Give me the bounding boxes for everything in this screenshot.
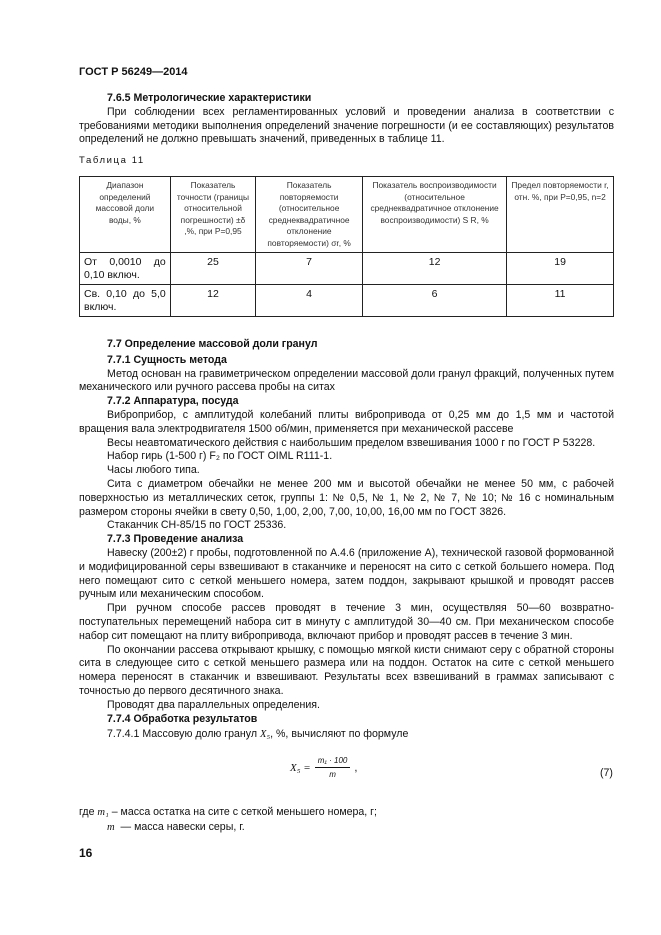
- table-cell: 6: [363, 285, 507, 317]
- paragraph: Стаканчик СН-85/15 по ГОСТ 25336.: [107, 519, 287, 532]
- table-cell: 7: [256, 253, 363, 285]
- section-heading: 7.7.3 Проведение анализа: [107, 533, 244, 546]
- fraction: [315, 756, 351, 779]
- definition: — масса навески серы, г.: [120, 821, 245, 833]
- paragraph: Виброприбор, с амплитудой колебаний плиты вибропривода от 0,25 мм до 1,5 мм и частотой вращения вала электродвигателя 1500 об/мин, применяется при механической рассеве: [79, 408, 614, 435]
- column-header: Предел повторяемости r, отн. %, при P=0,95, n=2: [507, 177, 614, 253]
- column-header: Показатель повторяемости (относительное среднеквадратичное отклонение повторяемости) σr, %: [256, 177, 363, 253]
- paragraph: Весы неавтоматического действия с наибольшим пределом взвешивания 1000 г по ГОСТ Р 53228.: [107, 436, 596, 449]
- formula-lhs: X₅ =: [290, 761, 311, 774]
- text: 7.7.4.1 Массовую долю гранул: [107, 728, 258, 741]
- table-cell: 25: [170, 253, 255, 285]
- where-list: [79, 805, 377, 835]
- definition: – масса остатка на сите с сеткой меньшего номера, г;: [111, 806, 377, 818]
- table-header-row: [80, 177, 614, 253]
- table-11: [79, 176, 614, 317]
- column-header: Диапазон определений массовой доли воды, %: [80, 177, 171, 253]
- paragraph: По окончании рассева открывают крышку, с помощью мягкой кисти снимают серу с обратной стороны сита в следующее сито с сеткой меньшего размера или на поддон. Остаток на сите с сеткой меньшего номера переносят в стаканчик и взвешивают. Результаты всех взвешиваний в граммах записывают с точностью до первого десятичного знака.: [79, 643, 614, 697]
- document-header: ГОСТ Р 56249—2014: [79, 66, 188, 78]
- table-cell: 12: [363, 253, 507, 285]
- equation-number: (7): [600, 767, 613, 779]
- paragraph: Проводят два параллельных определения.: [107, 698, 320, 711]
- paragraph: Навеску (200±2) г пробы, подготовленной по А.4.6 (приложение А), технической газовой формованной и модифицированной серы взвешивают в стаканчике и переносят на сито с сеткой большего номера. Под него помещают сито с сеткой меньшего номера, затем поддон, закрывают крышкой и проводят рассев ручным или механическим способом.: [79, 546, 614, 601]
- variable: X₅: [259, 729, 271, 741]
- symbol: m₁: [97, 807, 109, 818]
- formula-tail: ,: [354, 761, 358, 774]
- table-cell: От 0,0010 до 0,10 включ.: [80, 253, 171, 285]
- table-row: [80, 253, 614, 285]
- formula-7: [290, 756, 357, 779]
- table-cell: 12: [170, 285, 255, 317]
- prefix: где: [79, 806, 95, 818]
- column-header: Показатель точности (границы относительной погрешности) ±δ ,%, при P=0,95: [170, 177, 255, 253]
- table-cell: Св. 0,10 до 5,0 включ.: [80, 285, 171, 317]
- where-item: [79, 820, 377, 835]
- numerator: m₁ · 100: [315, 756, 351, 768]
- section-7-7: [79, 338, 614, 742]
- section-heading: 7.6.5 Метрологические характеристики: [107, 92, 312, 104]
- paragraph: Метод основан на гравиметрическом определении массовой доли гранул фракций, полученных путем механического или ручного рассева пробы на ситах: [79, 367, 614, 394]
- paragraph: При ручном способе рассев проводят в течение 3 мин, осуществляя 50—60 возвратно-поступательных перемещений набора сит в минуту с амплитудой 30—40 см. При механическом способе набор сит помещают на плиту вибропривода, включают прибор и проводят рассев в течение 3 мин.: [79, 602, 614, 642]
- symbol: m: [107, 822, 115, 833]
- paragraph: Сита с диаметром обечайки не менее 200 мм и высотой обечайки не менее 50 мм, с рабочей поверхностью из металлических сеток, группы 1: № 0,5, № 1, № 2, № 7, № 10; № 16 с номинальным размером стороны ячейки в свету 0,50, 1,00, 2,00, 7,00, 10,00, 16,00 мм по ГОСТ 3826.: [79, 477, 614, 518]
- where-item: [79, 805, 377, 820]
- text: , %, вычисляют по формуле: [270, 728, 409, 741]
- table-row: [80, 285, 614, 317]
- section-heading: 7.7.1 Сущность метода: [107, 353, 227, 366]
- paragraph: Набор гирь (1-500 г) F₂ по ГОСТ OIML R111-1.: [107, 450, 333, 463]
- table-cell: 19: [507, 253, 614, 285]
- section-7-6-5: [79, 92, 614, 147]
- table-caption: Таблица 11: [79, 155, 145, 166]
- section-heading: 7.7.2 Аппаратура, посуда: [107, 395, 239, 408]
- table-cell: 4: [256, 285, 363, 317]
- denominator: m: [329, 770, 336, 779]
- table-cell: 11: [507, 285, 614, 317]
- section-heading: 7.7.4 Обработка результатов: [107, 712, 258, 725]
- paragraph: [79, 728, 614, 742]
- section-heading: 7.7 Определение массовой доли гранул: [107, 338, 318, 350]
- paragraph: При соблюдении всех регламентированных условий и проведении анализа в соответствии с требованиями методики выполнения определений значение погрешности (и ее составляющих) результатов определений не должно превышать значений, приведенных в таблице 11.: [79, 105, 614, 146]
- column-header: Показатель воспроизводимости (относительное среднеквадратичное отклонение воспроизводимости) S R, %: [363, 177, 507, 253]
- page-number: 16: [79, 846, 93, 860]
- paragraph: Часы любого типа.: [107, 464, 200, 477]
